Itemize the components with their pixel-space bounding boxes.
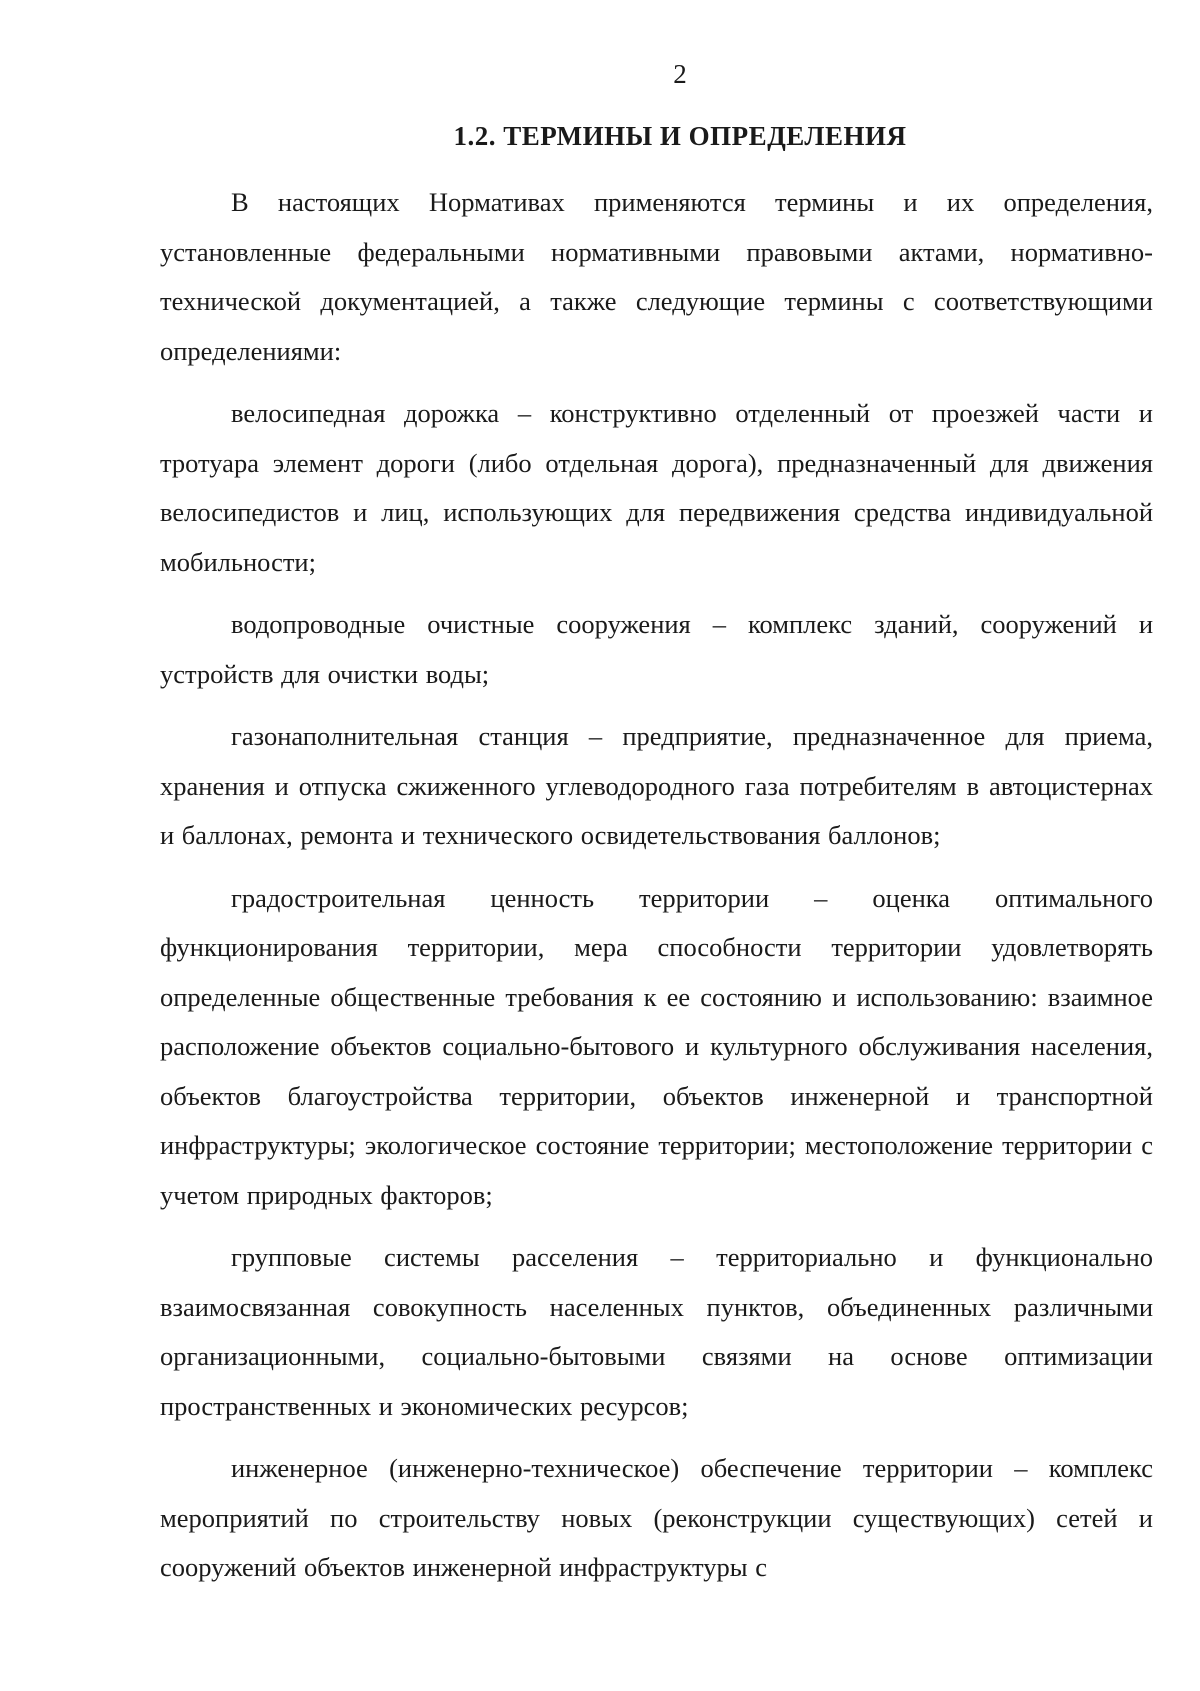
term-water-treatment: водопроводные очистные сооружения – комплекс зданий, сооружений и устройств для очистки воды; (160, 609, 1153, 689)
page-number: 2 (673, 59, 687, 89)
intro-paragraph: В настоящих Нормативах применяются термины и их определения, установленные федеральными нормативными правовыми актами, нормативно-технической документацией, а также следующие термины с соответствующими определениями: (160, 187, 1153, 366)
term-gas-filling-station: газонаполнительная станция – предприятие, предназначенное для приема, хранения и отпуска сжиженного углеводородного газа потребителям в автоцистернах и баллонах, ремонта и технического освидетельствования баллонов; (160, 721, 1153, 850)
term-engineering-support: инженерное (инженерно-техническое) обеспечение территории – комплекс мероприятий по строительству новых (реконструкции существующих) сетей и сооружений объектов инженерной инфраструктуры с (160, 1453, 1153, 1582)
term-bicycle-path: велосипедная дорожка – конструктивно отделенный от проезжей части и тротуара элемент дороги (либо отдельная дорога), предназначенный для движения велосипедистов и лиц, использующих для передвижения средства индивидуальной мобильности; (160, 398, 1153, 577)
term-group-settlement-systems: групповые системы расселения – территориально и функционально взаимосвязанная совокупность населенных пунктов, объединенных различными организационными, социально-бытовыми связями на основе оптимизации пространственных и экономических ресурсов; (160, 1242, 1153, 1421)
document-body (160, 178, 1153, 1606)
term-urban-value: градостроительная ценность территории – оценка оптимального функционирования территории, мера способности территории удовлетворять определенные общественные требования к ее состоянию и использованию: взаимное расположение объектов социально-бытового и культурного обслуживания населения, объектов благоустройства территории, объектов инженерной и транспортной инфраструктуры; экологическое состояние территории; местоположение территории с учетом природных факторов; (160, 882, 1153, 1210)
section-heading: 1.2. ТЕРМИНЫ И ОПРЕДЕЛЕНИЯ (453, 121, 907, 151)
